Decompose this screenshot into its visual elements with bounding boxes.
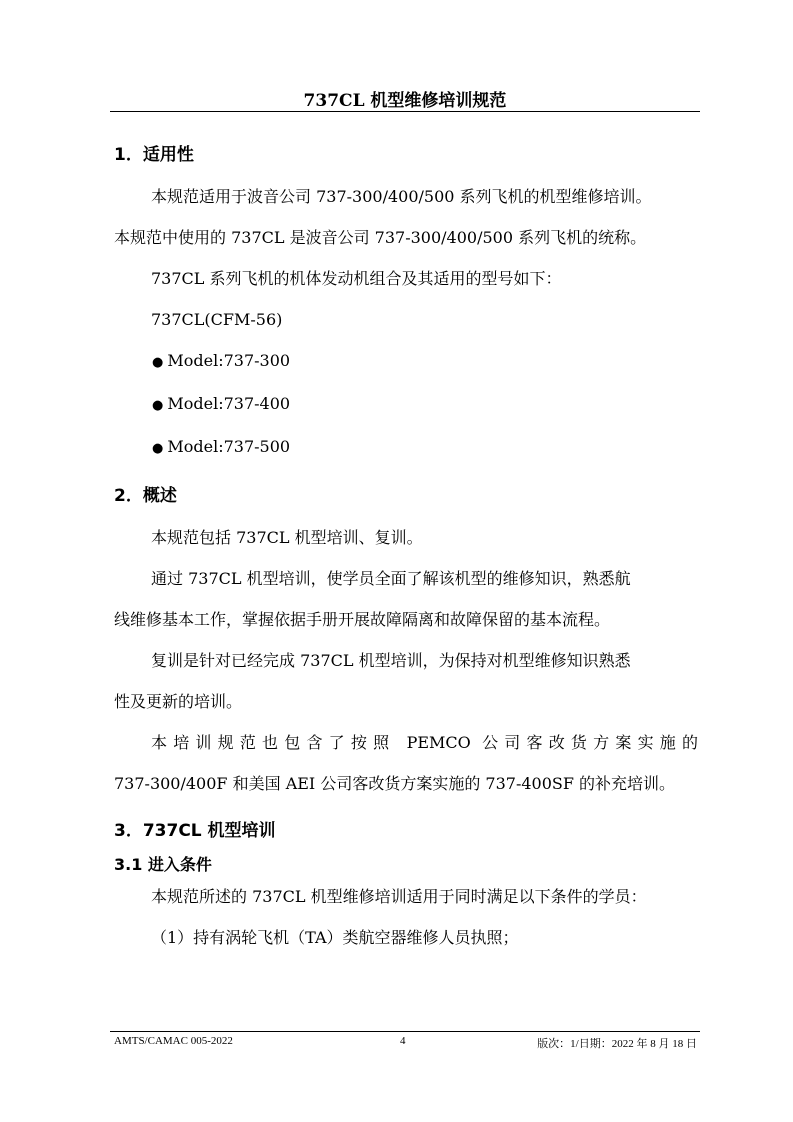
subsection-3-1-condition-1: （1）持有涡轮飞机（TA）类航空器维修人员执照； <box>151 928 519 947</box>
list-item <box>114 340 698 383</box>
footer-doc-id: AMTS/CAMAC 005-2022 <box>114 1035 233 1047</box>
bullet-icon: ● <box>152 355 164 370</box>
footer-version: 版次：1/日期：2022 年 8 月 18 日 <box>537 1038 697 1050</box>
list-item-text: Model:737-500 <box>167 437 291 456</box>
section-1-heading: 1．适用性 <box>114 145 194 165</box>
footer-page-number: 4 <box>400 1035 406 1047</box>
subsection-3-1-paragraph-1: 本规范所述的 737CL 机型维修培训适用于同时满足以下条件的学员： <box>151 887 647 906</box>
section-1-paragraph-2: 本规范中使用的 737CL 是波音公司 737-300/400/500 系列飞机的统称。 <box>114 228 647 247</box>
footer-divider <box>110 1031 700 1032</box>
list-item <box>114 383 698 426</box>
section-2-paragraph-3-line-1: 复训是针对已经完成 737CL 机型培训，为保持对机型维修知识熟悉 <box>151 651 631 670</box>
list-item-text: Model:737-300 <box>167 351 291 370</box>
section-2-paragraph-2-line-2: 线维修基本工作，掌握依据手册开展故障隔离和故障保留的基本流程。 <box>114 610 611 629</box>
document-body <box>114 140 698 958</box>
section-1-engine-combo: 737CL(CFM-56) <box>151 310 283 329</box>
section-2-paragraph-4-line-1: 本培训规范也包含了按照 PEMCO 公司客改货方案实施的 <box>151 733 698 752</box>
section-2-heading: 2．概述 <box>114 486 177 506</box>
section-2-paragraph-4-line-2: 737-300/400F 和美国 AEI 公司客改货方案实施的 737-400SF 的补充培训。 <box>114 774 676 793</box>
list-item <box>114 426 698 469</box>
page-header-title: 737CL 机型维修培训规范 <box>303 91 507 111</box>
section-1-paragraph-1: 本规范适用于波音公司 737-300/400/500 系列飞机的机型维修培训。 <box>151 187 652 206</box>
section-3-heading: 3．737CL 机型培训 <box>114 821 276 841</box>
section-1-paragraph-3: 737CL 系列飞机的机体发动机组合及其适用的型号如下： <box>151 269 562 288</box>
section-2-paragraph-2-line-1: 通过 737CL 机型培训，使学员全面了解该机型的维修知识，熟悉航 <box>151 569 631 588</box>
subsection-3-1-heading: 3.1 进入条件 <box>114 855 212 874</box>
bullet-icon: ● <box>152 398 164 413</box>
bullet-icon: ● <box>152 441 164 456</box>
section-2-paragraph-1: 本规范包括 737CL 机型培训、复训。 <box>151 528 423 547</box>
section-2-paragraph-3-line-2: 性及更新的培训。 <box>114 692 243 711</box>
list-item-text: Model:737-400 <box>167 394 291 413</box>
header-divider <box>110 111 700 112</box>
